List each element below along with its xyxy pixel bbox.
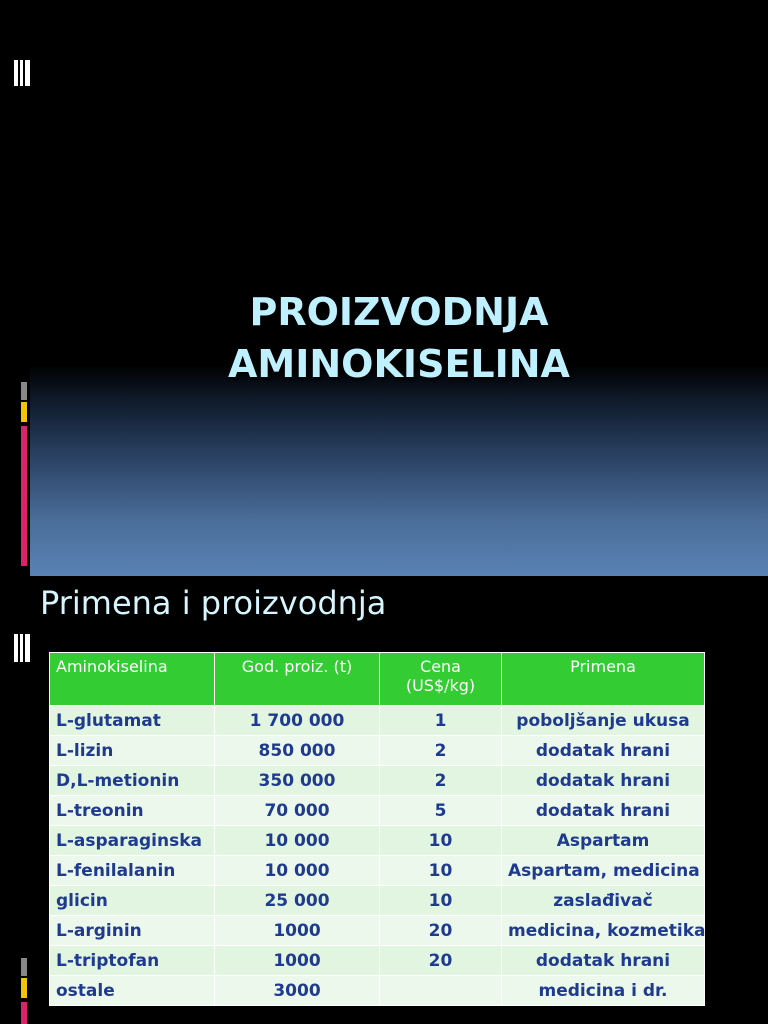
cell-price: 2 <box>380 766 502 796</box>
slide-heading: Primena i proizvodnja <box>40 584 387 622</box>
cell-usage: poboljšanje ukusa <box>502 706 705 736</box>
cell-production: 850 000 <box>215 736 380 766</box>
cell-usage: zaslađivač <box>502 886 705 916</box>
cell-production: 1 700 000 <box>215 706 380 736</box>
column-header-usage: Primena <box>502 653 705 706</box>
column-header-amino: Aminokiselina <box>50 653 215 706</box>
cell-amino: L-lizin <box>50 736 215 766</box>
cell-price: 5 <box>380 796 502 826</box>
cell-amino: L-glutamat <box>50 706 215 736</box>
table-row <box>50 946 705 976</box>
decorative-bar <box>20 60 23 86</box>
decorative-stripe-pink <box>21 1002 27 1024</box>
cell-production: 10 000 <box>215 856 380 886</box>
cell-amino: L-fenilalanin <box>50 856 215 886</box>
cell-production: 10 000 <box>215 826 380 856</box>
cell-amino: glicin <box>50 886 215 916</box>
table-row <box>50 706 705 736</box>
cell-amino: L-treonin <box>50 796 215 826</box>
cell-production: 350 000 <box>215 766 380 796</box>
cell-production: 1000 <box>215 916 380 946</box>
cell-production: 70 000 <box>215 796 380 826</box>
slide-title <box>30 286 768 390</box>
column-header-production: God. proiz. (t) <box>215 653 380 706</box>
cell-price <box>380 976 502 1006</box>
decorative-bar <box>14 634 18 662</box>
column-header-price-line1: Cena <box>420 657 461 676</box>
decorative-stripe-yellow <box>21 402 27 422</box>
cell-amino: L-asparaginska <box>50 826 215 856</box>
cell-production: 1000 <box>215 946 380 976</box>
table-row <box>50 826 705 856</box>
cell-amino: L-arginin <box>50 916 215 946</box>
slide-title-line1: PROIZVODNJA <box>249 290 549 334</box>
cell-amino: ostale <box>50 976 215 1006</box>
cell-usage: dodatak hrani <box>502 946 705 976</box>
table-row <box>50 766 705 796</box>
slide-title-line2: AMINOKISELINA <box>228 342 570 386</box>
decorative-bar <box>25 60 30 86</box>
table-row <box>50 916 705 946</box>
decorative-stripe-grey <box>21 958 27 976</box>
cell-price: 2 <box>380 736 502 766</box>
cell-production: 3000 <box>215 976 380 1006</box>
table-row <box>50 736 705 766</box>
cell-price: 10 <box>380 856 502 886</box>
cell-usage: dodatak hrani <box>502 796 705 826</box>
decorative-stripe-yellow <box>21 978 27 998</box>
table-row <box>50 886 705 916</box>
cell-price: 10 <box>380 826 502 856</box>
cell-usage: Aspartam <box>502 826 705 856</box>
decorative-stripe-grey <box>21 382 27 400</box>
cell-amino: D,L-metionin <box>50 766 215 796</box>
decorative-bar <box>14 60 18 86</box>
cell-usage: dodatak hrani <box>502 736 705 766</box>
decorative-stripe-pink <box>21 426 27 566</box>
cell-usage: dodatak hrani <box>502 766 705 796</box>
cell-price: 1 <box>380 706 502 736</box>
cell-price: 20 <box>380 946 502 976</box>
cell-usage: medicina, kozmetika <box>502 916 705 946</box>
table-header-row <box>50 653 705 706</box>
decorative-bar <box>20 634 23 662</box>
table-slide <box>0 576 768 1024</box>
cell-amino: L-triptofan <box>50 946 215 976</box>
table-row <box>50 856 705 886</box>
cell-usage: Aspartam, medicina <box>502 856 705 886</box>
cell-usage: medicina i dr. <box>502 976 705 1006</box>
cell-price: 20 <box>380 916 502 946</box>
cell-production: 25 000 <box>215 886 380 916</box>
column-header-price-line2: (US$/kg) <box>405 676 476 695</box>
decorative-bar <box>25 634 30 662</box>
table-row <box>50 976 705 1006</box>
column-header-price <box>380 653 502 706</box>
amino-acid-table <box>49 652 705 1006</box>
cell-price: 10 <box>380 886 502 916</box>
table-row <box>50 796 705 826</box>
